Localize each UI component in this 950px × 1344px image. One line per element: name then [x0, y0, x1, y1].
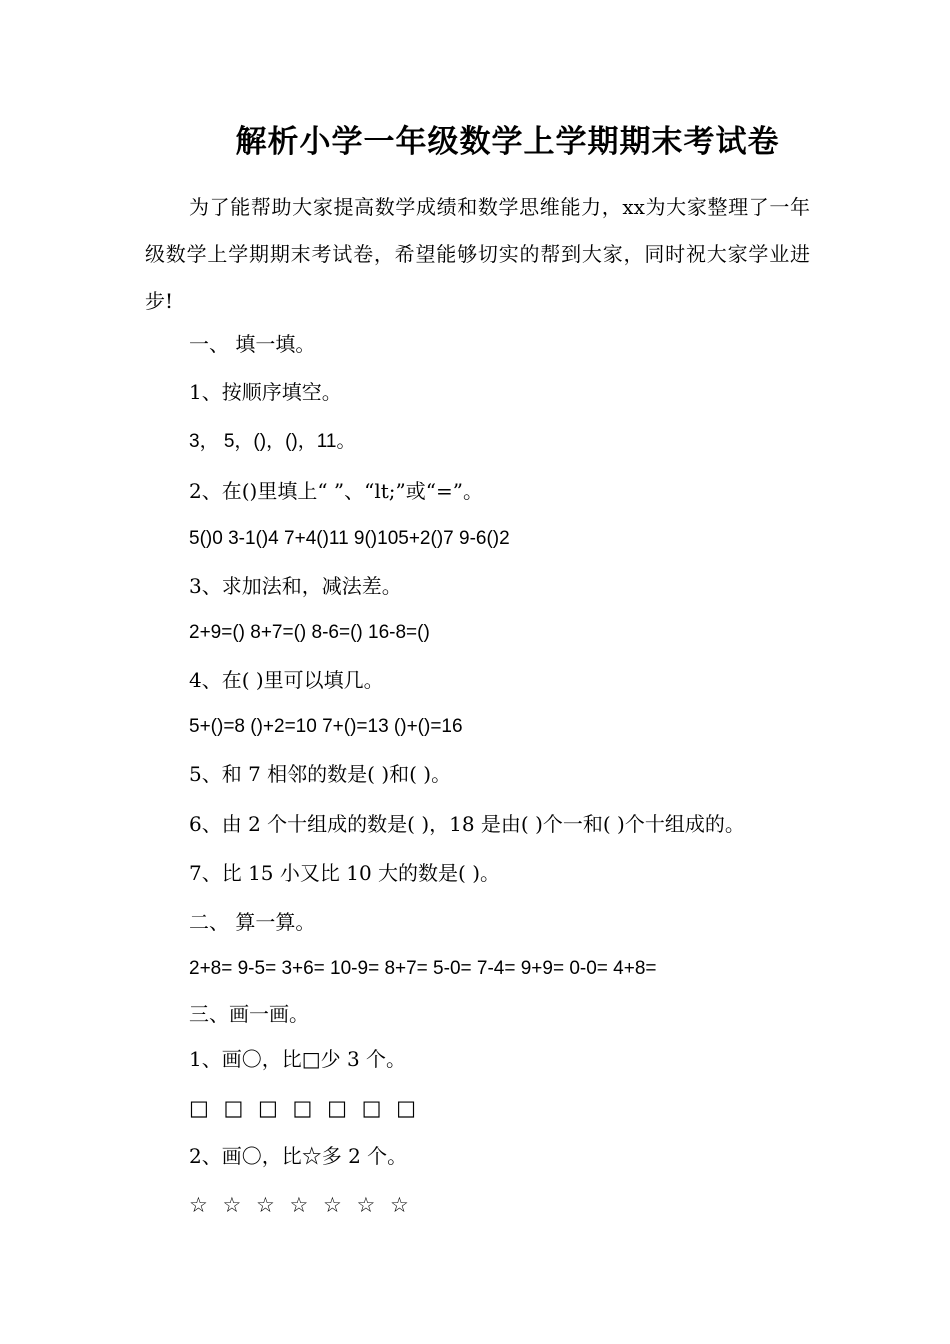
question-4: 4、在( )里可以填几。 [189, 668, 384, 692]
draw-question-1: 1、画〇，比□少 3 个。 [189, 1047, 407, 1071]
document-title: 解析小学一年级数学上学期期末考试卷 [235, 124, 780, 160]
section-heading-draw: 三、画一画。 [189, 1002, 309, 1026]
question-4-items: 5+()=8 ()+2=10 7+()=13 ()+()=16 [189, 716, 463, 737]
question-2-items: 5()0 3-1()4 7+4()11 9()105+2()7 9-6()2 [189, 528, 510, 549]
section-heading-fill: 一、 填一填。 [189, 332, 316, 356]
question-2: 2、在()里填上“ ”、“lt;”或“=”。 [189, 479, 483, 503]
intro-paragraph: 为了能帮助大家提高数学成绩和数学思维能力，xx为大家整理了一年级数学上学期期末考试卷，希望能够切实的帮到大家，同时祝大家学业进步! [145, 195, 810, 313]
draw-question-2: 2、画〇，比☆多 2 个。 [189, 1144, 408, 1168]
star-shapes-row: ☆ ☆ ☆ ☆ ☆ ☆ ☆ [189, 1193, 413, 1217]
calculation-items: 2+8= 9-5= 3+6= 10-9= 8+7= 5-0= 7-4= 9+9= 0-0= 4+8= [189, 958, 657, 979]
question-1-sequence: 3， 5，()，()，11。 [189, 431, 356, 452]
question-5: 5、和 7 相邻的数是( )和( )。 [189, 762, 452, 786]
square-shapes-row: □ □ □ □ □ □ □ [189, 1096, 420, 1120]
question-3: 3、求加法和，减法差。 [189, 574, 402, 598]
section-heading-calculate: 二、 算一算。 [189, 910, 316, 934]
question-1: 1、按顺序填空。 [189, 380, 342, 404]
question-6: 6、由 2 个十组成的数是( )，18 是由( )个一和( )个十组成的。 [189, 812, 745, 836]
question-7: 7、比 15 小又比 10 大的数是( )。 [189, 861, 501, 885]
question-3-items: 2+9=() 8+7=() 8-6=() 16-8=() [189, 622, 430, 643]
